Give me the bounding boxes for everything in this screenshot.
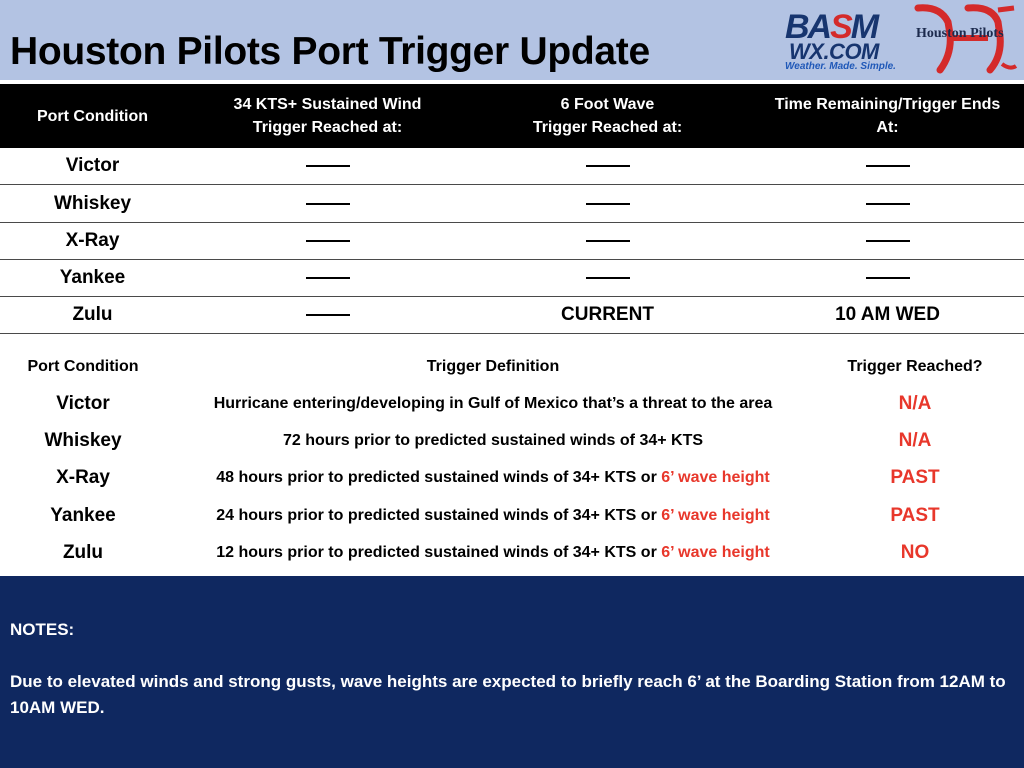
status-row-condition: Zulu	[72, 303, 113, 325]
basm-logo-tagline: Weather. Made. Simple.	[785, 61, 896, 72]
definition-condition: Victor	[56, 392, 110, 414]
status-row-wind	[185, 185, 470, 222]
definition-reached: N/A	[898, 392, 932, 414]
status-row-x-ray	[0, 222, 1024, 260]
definition-text-wave: 6’ wave height	[661, 543, 770, 561]
status-row-wave	[470, 185, 745, 222]
status-row-zulu	[0, 296, 1024, 334]
status-row-condition: Whiskey	[53, 192, 132, 214]
definition-condition: X-Ray	[56, 466, 110, 488]
status-col-wind	[185, 84, 470, 148]
status-col-time-line2: At:	[876, 119, 899, 136]
definition-condition: Zulu	[62, 541, 104, 563]
status-table-header	[0, 84, 1024, 148]
status-row-time	[745, 222, 1024, 259]
status-row-wind	[185, 296, 470, 333]
definition-text-main: 24 hours prior to predicted sustained winds of 34+ KTS or	[216, 506, 657, 524]
houston-pilots-logo-text: Houston Pilots	[916, 26, 1004, 41]
status-col-wave-line1: 6 Foot Wave	[560, 96, 655, 113]
definition-reached: NO	[900, 541, 930, 563]
status-row-wind	[185, 147, 470, 184]
status-row-condition: X-Ray	[65, 229, 120, 251]
status-row-time	[745, 147, 1024, 184]
status-row-wave	[470, 222, 745, 259]
status-col-time	[745, 84, 1024, 148]
definition-row-zulu	[0, 534, 1024, 571]
status-row-wave	[470, 259, 745, 296]
status-row-time	[745, 185, 1024, 222]
empty-dash-icon	[586, 240, 630, 242]
definition-text	[166, 422, 820, 459]
status-col-time-line1: Time Remaining/Trigger Ends	[774, 96, 1001, 113]
empty-dash-icon	[866, 240, 910, 242]
basm-logo-site: WX.COM	[789, 39, 879, 64]
houston-pilots-logo	[910, 4, 1020, 76]
definition-text-main: 48 hours prior to predicted sustained winds of 34+ KTS or	[216, 468, 657, 486]
definition-text-main: 12 hours prior to predicted sustained winds of 34+ KTS or	[216, 543, 657, 561]
header-band	[0, 0, 1024, 80]
empty-dash-icon	[866, 277, 910, 279]
notes-label: NOTES:	[10, 620, 75, 639]
empty-dash-icon	[306, 165, 350, 167]
empty-dash-icon	[306, 314, 350, 316]
status-row-condition: Yankee	[59, 266, 126, 288]
definition-reached: PAST	[890, 504, 940, 526]
empty-dash-icon	[586, 165, 630, 167]
empty-dash-icon	[586, 203, 630, 205]
empty-dash-icon	[306, 277, 350, 279]
definition-text	[166, 534, 820, 571]
definition-text-wave: 6’ wave height	[661, 506, 770, 524]
definition-text	[166, 459, 820, 496]
status-row-victor	[0, 147, 1024, 185]
definition-text	[166, 385, 820, 422]
status-row-wind	[185, 259, 470, 296]
status-row-yankee	[0, 259, 1024, 297]
definition-text-main: Hurricane entering/developing in Gulf of Mexico that’s a threat to the area	[213, 394, 773, 412]
status-col-wave	[470, 84, 745, 148]
status-col-condition: Port Condition	[36, 107, 149, 125]
empty-dash-icon	[866, 165, 910, 167]
definition-text-main: 72 hours prior to predicted sustained winds of 34+ KTS	[282, 431, 704, 449]
definition-reached: PAST	[890, 466, 940, 488]
status-row-wave	[470, 147, 745, 184]
definition-row-whiskey	[0, 422, 1024, 459]
definition-row-x-ray	[0, 459, 1024, 496]
status-col-wind-line2: Trigger Reached at:	[252, 119, 403, 136]
definition-condition: Whiskey	[44, 429, 122, 451]
status-col-wind-line1: 34 KTS+ Sustained Wind	[233, 96, 422, 113]
definitions-col-condition: Port Condition	[27, 358, 139, 375]
empty-dash-icon	[306, 203, 350, 205]
notes-text: Due to elevated winds and strong gusts, wave heights are expected to briefly reach 6’ at the Boarding Station from 12AM to 10AM WED.	[10, 672, 1006, 717]
definition-row-yankee	[0, 497, 1024, 534]
basm-logo-ba: BA	[785, 8, 831, 46]
status-row-wind	[185, 222, 470, 259]
definition-condition: Yankee	[50, 504, 116, 526]
basm-logo	[785, 10, 905, 74]
empty-dash-icon	[866, 203, 910, 205]
definition-row-victor	[0, 385, 1024, 422]
status-row-whiskey	[0, 185, 1024, 223]
status-row-condition: Victor	[65, 154, 120, 176]
status-row-time: 10 AM WED	[835, 303, 940, 325]
status-col-wave-line2: Trigger Reached at:	[532, 119, 683, 136]
definition-text	[166, 497, 820, 534]
basm-logo-m: M	[850, 8, 878, 46]
status-row-wave: CURRENT	[561, 303, 654, 325]
definitions-col-reached: Trigger Reached?	[847, 358, 983, 375]
page-title: Houston Pilots Port Trigger Update	[10, 30, 650, 73]
definition-reached: N/A	[898, 429, 932, 451]
empty-dash-icon	[586, 277, 630, 279]
empty-dash-icon	[306, 240, 350, 242]
basm-logo-s: S	[830, 8, 851, 46]
definitions-col-definition: Trigger Definition	[426, 358, 560, 375]
status-row-time	[745, 259, 1024, 296]
definition-text-wave: 6’ wave height	[661, 468, 770, 486]
notes-panel	[0, 576, 1024, 768]
